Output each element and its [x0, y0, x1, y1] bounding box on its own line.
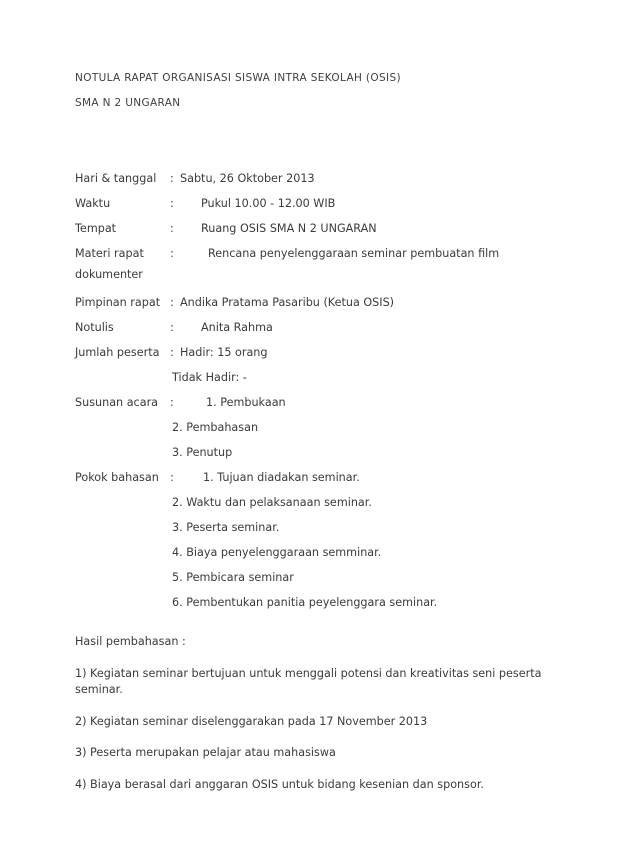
field-row-jumlah-peserta — [75, 340, 565, 365]
field-value-waktu: Pukul 10.00 - 12.00 WIB — [201, 197, 336, 210]
document-title-line-1: NOTULA RAPAT ORGANISASI SISWA INTRA SEKOLAH (OSIS) — [75, 72, 401, 84]
field-row-notulis — [75, 315, 565, 340]
field-separator-jumlah-peserta: : — [170, 346, 174, 359]
field-separator-hari-tanggal: : — [170, 172, 174, 185]
pokok-bahasan-item: 2. Waktu dan pelaksanaan seminar. — [172, 496, 372, 509]
field-row-tempat — [75, 216, 565, 241]
pokok-bahasan-item: 4. Biaya penyelenggaraan semminar. — [172, 546, 382, 559]
hasil-pembahasan-item: 4) Biaya berasal dari anggaran OSIS untuk bidang kesenian dan sponsor. — [75, 777, 484, 791]
pokok-bahasan-item: 5. Pembicara seminar — [172, 571, 294, 584]
hasil-pembahasan-heading: Hasil pembahasan : — [75, 635, 186, 648]
susunan-acara-item: 2. Pembahasan — [172, 421, 259, 434]
document-title — [75, 66, 565, 116]
field-label-pokok-bahasan: Pokok bahasan — [75, 471, 159, 484]
field-separator-susunan-acara: : — [170, 396, 174, 409]
field-label-jumlah-peserta: Jumlah peserta — [75, 346, 160, 359]
field-separator-tempat: : — [170, 222, 174, 235]
field-row-pokok-bahasan — [75, 465, 565, 490]
field-separator-pokok-bahasan: : — [170, 471, 174, 484]
susunan-acara-item: 3. Penutup — [172, 446, 233, 459]
field-label-waktu: Waktu — [75, 197, 111, 210]
field-value-susunan-acara: 1. Pembukaan — [206, 396, 286, 409]
hasil-pembahasan-item: 3) Peserta merupakan pelajar atau mahasiswa — [75, 746, 336, 759]
hasil-pembahasan-item: 1) Kegiatan seminar bertujuan untuk menggali potensi dan kreativitas seni peserta seminar. — [75, 666, 542, 696]
field-separator-waktu: : — [170, 197, 174, 210]
field-row-materi-rapat — [75, 241, 565, 266]
field-row-susunan-acara — [75, 390, 565, 415]
pokok-bahasan-item: 3. Peserta seminar. — [172, 521, 280, 534]
jumlah-peserta-tidak-hadir: Tidak Hadir: - — [172, 371, 247, 384]
field-separator-notulis: : — [170, 321, 174, 334]
field-separator-pimpinan-rapat: : — [170, 296, 174, 309]
field-label-tempat: Tempat — [75, 222, 117, 235]
field-separator-materi-rapat: : — [170, 247, 174, 260]
field-value-pimpinan-rapat: Andika Pratama Pasaribu (Ketua OSIS) — [180, 296, 395, 309]
field-value-materi-rapat: Rencana penyelenggaraan seminar pembuatan film — [208, 247, 500, 260]
field-row-waktu — [75, 191, 565, 216]
document-body — [75, 66, 565, 793]
field-label-pimpinan-rapat: Pimpinan rapat — [75, 296, 161, 309]
field-label-notulis: Notulis — [75, 321, 114, 334]
field-label-materi-rapat: Materi rapat — [75, 247, 144, 260]
pokok-bahasan-item: 6. Pembentukan panitia peyelenggara seminar. — [172, 596, 438, 609]
title-body-gap — [75, 116, 565, 166]
document-title-line-2: SMA N 2 UNGARAN — [75, 97, 181, 109]
field-label-materi-rapat-continuation: dokumenter — [75, 268, 143, 281]
field-value-tempat: Ruang OSIS SMA N 2 UNGARAN — [201, 222, 377, 235]
field-label-hari-tanggal: Hari & tanggal — [75, 172, 157, 185]
field-value-pokok-bahasan: 1. Tujuan diadakan seminar. — [203, 471, 360, 484]
field-value-hari-tanggal: Sabtu, 26 Oktober 2013 — [180, 172, 315, 185]
field-value-notulis: Anita Rahma — [201, 321, 273, 334]
field-label-susunan-acara: Susunan acara — [75, 396, 159, 409]
hasil-pembahasan-item: 2) Kegiatan seminar diselenggarakan pada 17 November 2013 — [75, 714, 428, 728]
field-row-hari-tanggal — [75, 166, 565, 191]
field-value-jumlah-peserta: Hadir: 15 orang — [180, 346, 268, 359]
field-row-pimpinan-rapat — [75, 290, 565, 315]
